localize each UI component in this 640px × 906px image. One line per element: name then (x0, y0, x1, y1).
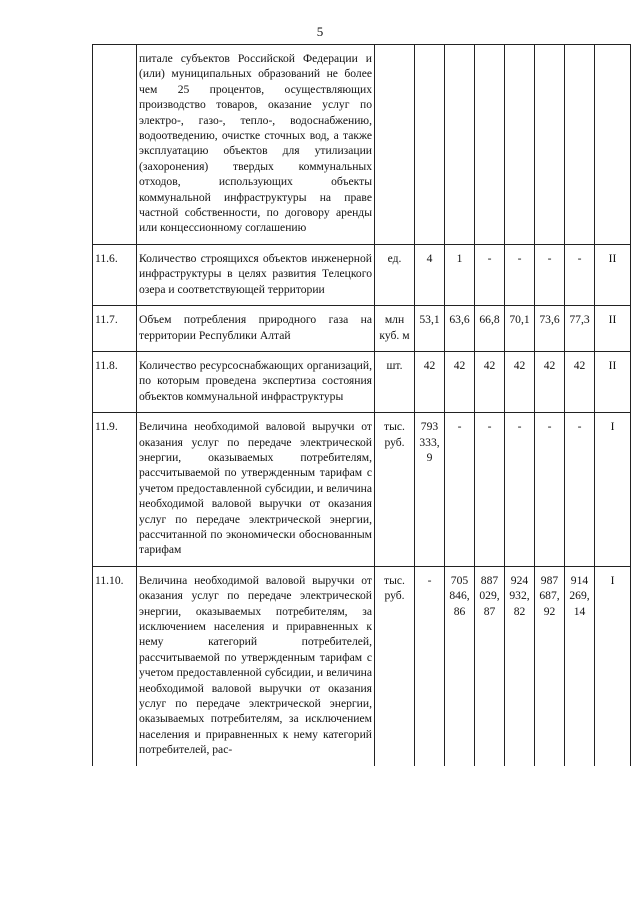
unit-cell: млн куб. м (375, 306, 415, 352)
unit-cell (375, 45, 415, 245)
value-cell-year-6: - (565, 413, 595, 567)
indicator-name-cell: Объем потребления природного газа на территории Республики Алтай (137, 306, 375, 352)
level-cell: II (595, 306, 631, 352)
value-cell-year-2: 1 (445, 244, 475, 305)
value-cell-year-1: 4 (415, 244, 445, 305)
value-cell-year-3: - (475, 244, 505, 305)
value-cell-year-1 (415, 45, 445, 245)
value-cell-year-1: 793 333, 9 (415, 413, 445, 567)
value-cell-year-1: 42 (415, 351, 445, 412)
level-cell: II (595, 351, 631, 412)
value-cell-year-6: - (565, 244, 595, 305)
value-cell-year-4: 70,1 (505, 306, 535, 352)
table-row (93, 244, 631, 305)
value-cell-year-4: 924 932, 82 (505, 566, 535, 765)
table-row (93, 45, 631, 245)
unit-cell: тыс. руб. (375, 566, 415, 765)
level-cell: II (595, 244, 631, 305)
value-cell-year-5: 73,6 (535, 306, 565, 352)
value-cell-year-3: - (475, 413, 505, 567)
value-cell-year-2: 42 (445, 351, 475, 412)
page-number: 5 (316, 24, 324, 39)
row-number-cell: 11.10. (93, 566, 137, 765)
value-cell-year-3: 66,8 (475, 306, 505, 352)
row-number-cell (93, 45, 137, 245)
unit-cell: шт. (375, 351, 415, 412)
value-cell-year-5: - (535, 413, 565, 567)
value-cell-year-5: 987 687, 92 (535, 566, 565, 765)
value-cell-year-3 (475, 45, 505, 245)
value-cell-year-4: 42 (505, 351, 535, 412)
value-cell-year-5: - (535, 244, 565, 305)
value-cell-year-6: 914 269, 14 (565, 566, 595, 765)
table-row (93, 306, 631, 352)
indicator-name-cell: питале субъектов Российской Федерации и (или) муниципальных образований не более чем 25 процентов, осуществляющих производство товаров, оказание услуг по электро-, газо-, тепло-, водоснабжению, водоотведению, очистке сточных вод, а также эксплуатацию объектов для утилизации (захоронения) твердых коммунальных отходов, использующих объекты коммунальной инфраструктуры на праве частной собственности, по договору аренды или концессионному соглашению (137, 45, 375, 245)
row-number-cell: 11.7. (93, 306, 137, 352)
value-cell-year-6: 77,3 (565, 306, 595, 352)
value-cell-year-4: - (505, 413, 535, 567)
unit-cell: тыс. руб. (375, 413, 415, 567)
value-cell-year-1: - (415, 566, 445, 765)
value-cell-year-3: 42 (475, 351, 505, 412)
level-cell (595, 45, 631, 245)
unit-cell: ед. (375, 244, 415, 305)
value-cell-year-4: - (505, 244, 535, 305)
indicator-name-cell: Количество ресурсоснабжающих организаций, по которым проведена экспертиза состояния объектов коммунальной инфраструктуры (137, 351, 375, 412)
table-body (93, 45, 631, 766)
level-cell: I (595, 413, 631, 567)
table-row (93, 351, 631, 412)
level-cell: I (595, 566, 631, 765)
row-number-cell: 11.6. (93, 244, 137, 305)
table-row (93, 413, 631, 567)
indicator-name-cell: Величина необходимой валовой выручки от оказания услуг по передаче электрической энергии, оказываемых потребителям, за исключением населения и приравненных к нему категорий потребителей, рассчитываемой по утвержденным тарифам с учетом предоставленной субсидии, и величина необходимой валовой выручки от оказания услуг по передаче электрической энергии, оказываемых потребителям, за исключением населения и приравненных к нему категорий потребителей, рас- (137, 566, 375, 765)
indicators-table (92, 44, 631, 766)
row-number-cell: 11.8. (93, 351, 137, 412)
value-cell-year-5: 42 (535, 351, 565, 412)
value-cell-year-6 (565, 45, 595, 245)
indicator-name-cell: Количество строящихся объектов инженерной инфраструктуры в целях развития Телецкого озера и соответствующей территории (137, 244, 375, 305)
value-cell-year-2: 63,6 (445, 306, 475, 352)
value-cell-year-3: 887 029, 87 (475, 566, 505, 765)
indicator-name-cell: Величина необходимой валовой выручки от оказания услуг по передаче электрической энергии, оказываемых потребителям, рассчитываемой по утвержденным тарифам с учетом предоставленной субсидии, и величина необходимой валовой выручки от оказания услуг по передаче электрической энергии, рассчитанной по экономически обоснованным тарифам (137, 413, 375, 567)
table-row (93, 566, 631, 765)
row-number-cell: 11.9. (93, 413, 137, 567)
value-cell-year-2: 705 846, 86 (445, 566, 475, 765)
value-cell-year-4 (505, 45, 535, 245)
value-cell-year-6: 42 (565, 351, 595, 412)
value-cell-year-5 (535, 45, 565, 245)
value-cell-year-2: - (445, 413, 475, 567)
value-cell-year-2 (445, 45, 475, 245)
value-cell-year-1: 53,1 (415, 306, 445, 352)
